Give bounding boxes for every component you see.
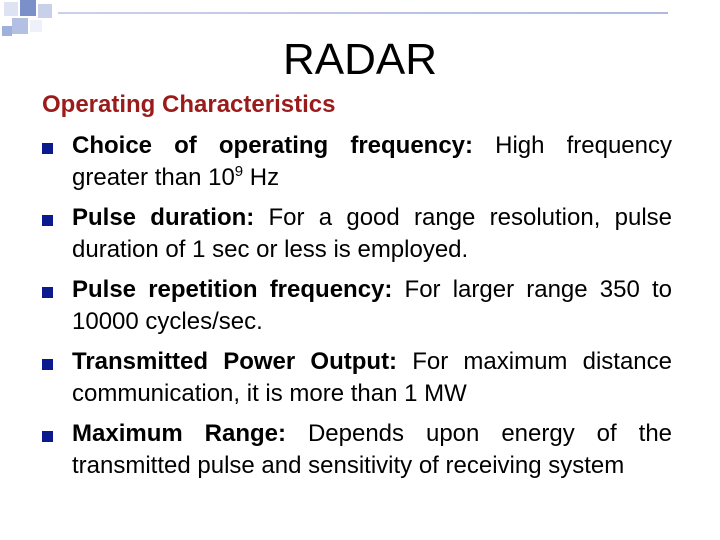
bullet-term: Pulse repetition frequency: <box>72 276 393 303</box>
square-bullet-icon <box>42 215 53 226</box>
decor-square <box>30 20 42 32</box>
list-item <box>40 274 672 338</box>
decor-square <box>38 4 52 18</box>
bullet-term: Maximum Range: <box>72 420 286 447</box>
bullet-list <box>40 130 672 490</box>
slide-title <box>0 34 720 86</box>
bullet-text: For maximum distance communication, it is more than 1 MW <box>72 348 672 407</box>
square-bullet-icon <box>42 287 53 298</box>
list-item <box>40 418 672 482</box>
decor-square <box>4 2 18 16</box>
bullet-term: Choice of operating frequency: <box>72 132 474 159</box>
list-item <box>40 202 672 266</box>
bullet-text: High frequency greater than 10 <box>72 132 673 191</box>
square-bullet-icon <box>42 143 53 154</box>
exponent: 9 <box>234 163 244 180</box>
decor-square <box>20 0 36 16</box>
bullet-text: For a good range resolution, pulse duration of 1 sec or less is employed. <box>72 204 672 263</box>
bullet-text: For larger range 350 to 10000 cycles/sec. <box>72 276 672 335</box>
list-item <box>40 346 672 410</box>
bullet-text-suffix: Hz <box>243 164 280 191</box>
slide-title-text: RADAR <box>282 35 438 84</box>
slide-subtitle: Operating Characteristics <box>42 91 336 118</box>
square-bullet-icon <box>42 431 53 442</box>
bullet-term: Pulse duration: <box>72 204 255 231</box>
list-item <box>40 130 672 194</box>
square-bullet-icon <box>42 359 53 370</box>
decor-square <box>12 18 28 34</box>
header-rule <box>58 12 668 14</box>
bullet-text: Depends upon energy of the transmitted pulse and sensitivity of receiving system <box>72 420 673 479</box>
bullet-term: Transmitted Power Output: <box>72 348 398 375</box>
